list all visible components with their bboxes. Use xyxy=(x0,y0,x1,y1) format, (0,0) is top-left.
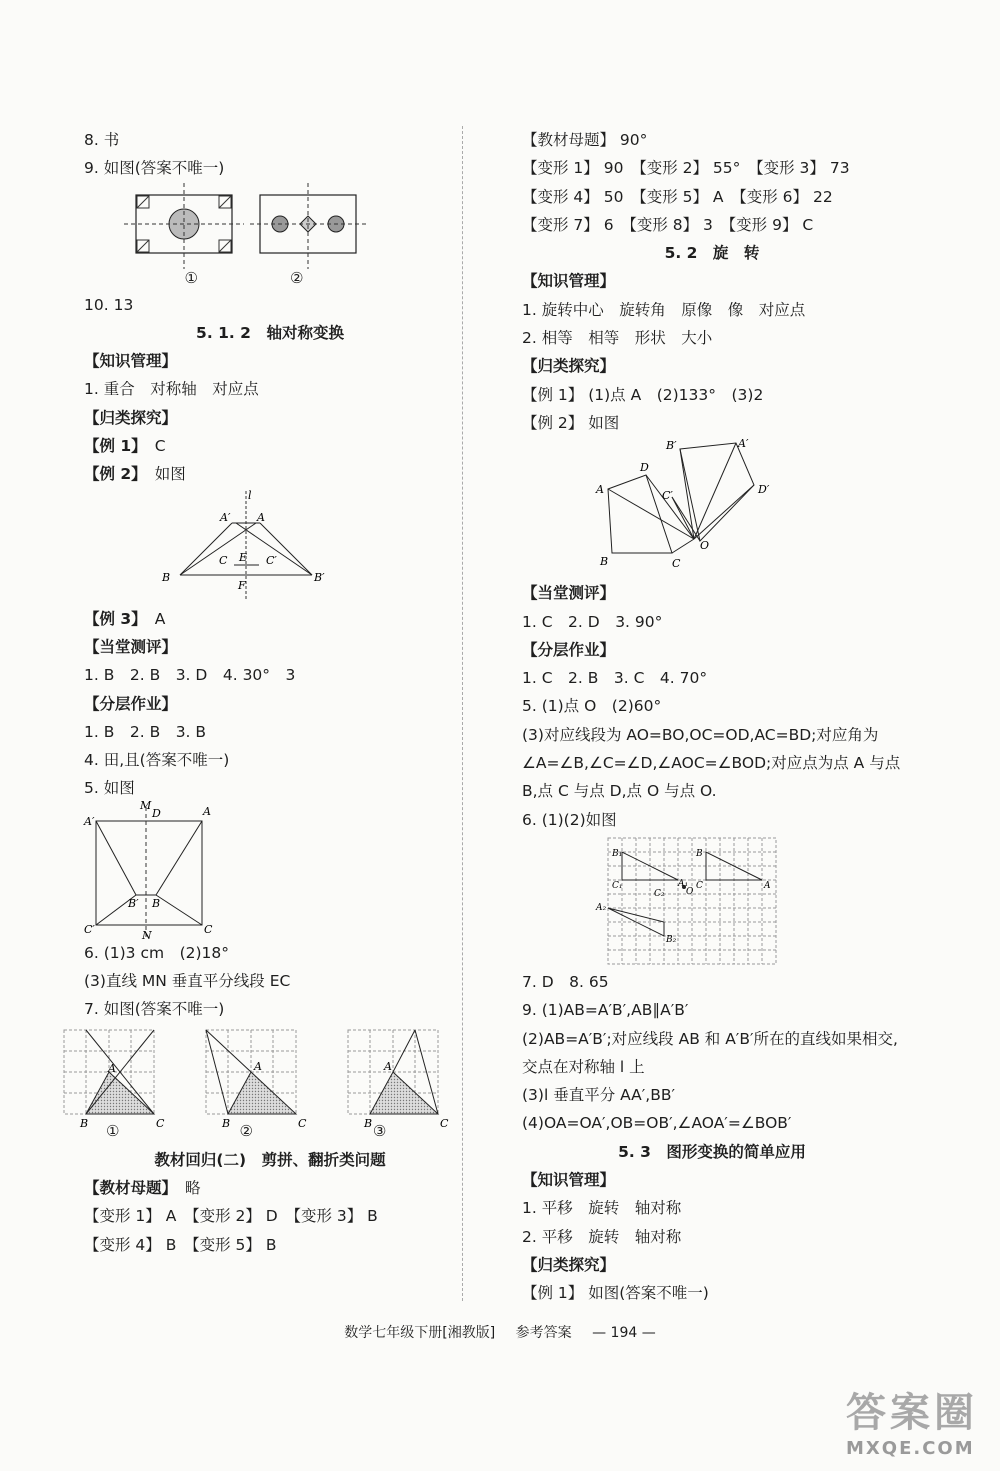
section-title-53: 5. 3 图形变换的简单应用 xyxy=(618,1142,806,1161)
figure-grid-rotation-drawing xyxy=(522,834,902,968)
svg-text:A: A xyxy=(257,510,265,524)
svg-text:C: C xyxy=(219,553,228,567)
heading-explore: 【归类探究】 xyxy=(84,408,178,427)
figure-9-label-2: ② xyxy=(290,268,304,287)
homework-52-6: 6. (1)(2)如图 xyxy=(522,810,617,829)
svg-text:A: A xyxy=(596,483,604,497)
svg-text:M: M xyxy=(140,798,152,812)
figure-homework-5 xyxy=(84,798,456,942)
knowledge-53-2: 2. 平移 旋转 轴对称 xyxy=(522,1227,682,1246)
svg-text:A′: A′ xyxy=(84,814,95,828)
svg-text:D: D xyxy=(640,461,649,475)
svg-text:l: l xyxy=(248,488,252,502)
variant-row-1: 【变形 1】 A 【变形 2】 D 【变形 3】 B xyxy=(84,1207,378,1226)
variant-row-4: 【变形 4】 50 【变形 5】 A 【变形 6】 22 xyxy=(522,187,833,206)
figure-rotation xyxy=(522,437,902,579)
homework-52-9-part4: (4)OA=OA′,OB=OB′,∠AOA′=∠BOB′ xyxy=(522,1114,792,1133)
svg-text:C₁: C₁ xyxy=(612,880,623,891)
svg-text:B₂: B₂ xyxy=(666,934,677,945)
svg-text:C′: C′ xyxy=(662,489,673,503)
figure-homework-7 xyxy=(48,1024,456,1146)
example-2-52: 【例 2】 如图 xyxy=(522,413,620,432)
figure-7-label-2: ② xyxy=(239,1121,253,1140)
svg-text:O: O xyxy=(700,539,710,553)
homework-52-9-part3: (3)l 垂直平分 AA′,BB′ xyxy=(522,1086,675,1105)
svg-text:A: A xyxy=(384,1059,392,1073)
figure-example-2-drawing xyxy=(84,489,456,605)
answer-10: 10. 13 xyxy=(84,295,134,314)
svg-text:D: D xyxy=(152,806,161,820)
variant-row-5: 【变形 7】 6 【变形 8】 3 【变形 9】 C xyxy=(522,215,814,234)
footer-label: 参考答案 xyxy=(515,1325,572,1341)
watermark-text-top: 答案圈 xyxy=(846,1390,978,1436)
quiz-answers: 1. B 2. B 3. D 4. 30° 3 xyxy=(84,666,296,685)
svg-text:B₁: B₁ xyxy=(612,848,623,859)
svg-text:F: F xyxy=(238,578,246,592)
example-2-answer: 如图 xyxy=(154,465,186,484)
heading-explore-52: 【归类探究】 xyxy=(522,357,616,376)
svg-text:C: C xyxy=(696,880,703,891)
figure-grid-rotation xyxy=(522,834,902,968)
variant-row-3: 【变形 1】 90 【变形 2】 55° 【变形 3】 73 xyxy=(522,159,850,178)
svg-text:B′: B′ xyxy=(128,896,139,910)
variant-row-2: 【变形 4】 B 【变形 5】 B xyxy=(84,1235,277,1254)
example-3-tag: 【例 3】 xyxy=(84,609,147,628)
homework-52-7-8: 7. D 8. 65 xyxy=(522,972,609,991)
example-1-answer: C xyxy=(154,437,166,456)
homework-5: 5. 如图 xyxy=(84,779,135,798)
heading-knowledge: 【知识管理】 xyxy=(84,352,178,371)
textbook-problem-answer-right: 【教材母题】 90° xyxy=(522,131,648,149)
homework-52-1-4: 1. C 2. B 3. C 4. 70° xyxy=(522,669,708,688)
answer-8: 8. 书 xyxy=(84,131,120,149)
svg-text:O: O xyxy=(686,886,694,897)
svg-text:B: B xyxy=(162,570,171,584)
svg-text:C: C xyxy=(298,1116,307,1130)
svg-text:A′: A′ xyxy=(220,510,231,524)
svg-text:C: C xyxy=(204,922,213,936)
homework-52-9-part2: (2)AB=A′B′;对应线段 AB 和 A′B′所在的直线如果相交,交点在对称轴 l 上 xyxy=(522,1029,898,1076)
figure-9-label-1: ① xyxy=(184,268,198,287)
svg-text:B: B xyxy=(222,1116,231,1130)
homework-6: 6. (1)3 cm (2)18° xyxy=(84,943,230,962)
section-title-review: 教材回归(二) 剪拼、翻折类问题 xyxy=(154,1150,386,1169)
example-1-tag: 【例 1】 xyxy=(84,437,147,456)
svg-text:C: C xyxy=(672,557,681,571)
figure-example-2 xyxy=(84,489,456,605)
svg-text:C: C xyxy=(156,1116,165,1130)
svg-text:C₂: C₂ xyxy=(654,888,665,899)
example-1-52: 【例 1】 (1)点 A (2)133° (3)2 xyxy=(522,385,764,404)
svg-text:A′: A′ xyxy=(738,437,749,451)
svg-text:A: A xyxy=(203,804,211,818)
heading-homework-52: 【分层作业】 xyxy=(522,640,616,659)
svg-text:B: B xyxy=(364,1116,373,1130)
svg-text:E: E xyxy=(239,550,248,564)
knowledge-answer: 1. 重合 对称轴 对应点 xyxy=(84,380,259,399)
example-1-53: 【例 1】 如图(答案不唯一) xyxy=(522,1284,709,1303)
column-divider xyxy=(462,126,463,1301)
quiz-answers-52: 1. C 2. D 3. 90° xyxy=(522,612,663,631)
svg-text:B: B xyxy=(696,848,703,859)
textbook-problem-answer: 略 xyxy=(185,1178,201,1197)
homework-52-9: 9. (1)AB=A′B′,AB∥A′B′ xyxy=(522,1001,689,1020)
knowledge-52-2: 2. 相等 相等 形状 大小 xyxy=(522,329,713,348)
homework-4: 4. 田,且(答案不唯一) xyxy=(84,751,230,770)
svg-text:B′: B′ xyxy=(314,570,325,584)
example-2-tag: 【例 2】 xyxy=(84,465,147,484)
knowledge-53-1: 1. 平移 旋转 轴对称 xyxy=(522,1199,682,1218)
svg-text:C′: C′ xyxy=(84,922,95,936)
heading-homework: 【分层作业】 xyxy=(84,694,178,713)
svg-text:B′: B′ xyxy=(666,439,677,453)
figure-homework-7-drawing xyxy=(48,1024,449,1130)
heading-knowledge-52: 【知识管理】 xyxy=(522,272,616,291)
homework-6-part3: (3)直线 MN 垂直平分线段 EC xyxy=(84,972,291,991)
figure-7-label-1: ① xyxy=(106,1121,120,1140)
figure-9-drawing xyxy=(84,183,404,269)
svg-text:N: N xyxy=(142,928,152,942)
figure-homework-5-drawing xyxy=(84,798,284,942)
svg-text:D′: D′ xyxy=(758,483,770,497)
svg-text:C: C xyxy=(440,1116,449,1130)
footer-book-title: 数学七年级下册[湘教版] xyxy=(344,1325,496,1341)
svg-text:A: A xyxy=(764,880,771,891)
svg-text:B: B xyxy=(152,896,161,910)
heading-quiz-52: 【当堂测评】 xyxy=(522,584,616,603)
homework-7: 7. 如图(答案不唯一) xyxy=(84,1000,225,1019)
textbook-problem-tag: 【教材母题】 xyxy=(84,1178,178,1197)
svg-text:A: A xyxy=(254,1059,262,1073)
svg-text:B: B xyxy=(600,555,609,569)
right-column xyxy=(522,126,902,1308)
page-footer xyxy=(0,1322,1000,1342)
heading-explore-53: 【归类探究】 xyxy=(522,1255,616,1274)
svg-text:B: B xyxy=(80,1116,89,1130)
watermark-text-bottom: MXQE.COM xyxy=(846,1438,975,1459)
example-3-answer: A xyxy=(154,609,166,628)
section-title-52: 5. 2 旋 转 xyxy=(664,244,760,263)
footer-page-number: — 194 — xyxy=(592,1325,656,1341)
section-title-512: 5. 1. 2 轴对称变换 xyxy=(196,323,344,342)
homework-52-5: 5. (1)点 O (2)60° xyxy=(522,697,662,716)
homework-52-5-part3: (3)对应线段为 AO=BO,OC=OD,AC=BD;对应角为∠A=∠B,∠C=∠D,∠AOC=∠BOD;对应点为点 A 与点 B,点 C 与点 D,点 O 与点 O. xyxy=(522,725,901,801)
figure-7-label-3: ③ xyxy=(372,1121,387,1140)
heading-knowledge-53: 【知识管理】 xyxy=(522,1171,616,1190)
knowledge-52-1: 1. 旋转中心 旋转角 原像 像 对应点 xyxy=(522,300,806,319)
figure-9 xyxy=(84,183,456,291)
watermark-logo xyxy=(846,1381,978,1459)
left-column xyxy=(80,126,456,1259)
svg-text:C′: C′ xyxy=(266,553,277,567)
figure-rotation-drawing xyxy=(522,437,902,579)
svg-text:A: A xyxy=(108,1061,116,1075)
heading-quiz: 【当堂测评】 xyxy=(84,637,178,656)
answer-9: 9. 如图(答案不唯一) xyxy=(84,159,225,178)
svg-text:A₂: A₂ xyxy=(596,902,607,913)
homework-1-3: 1. B 2. B 3. B xyxy=(84,722,207,741)
svg-text:A₁: A₁ xyxy=(678,878,689,889)
